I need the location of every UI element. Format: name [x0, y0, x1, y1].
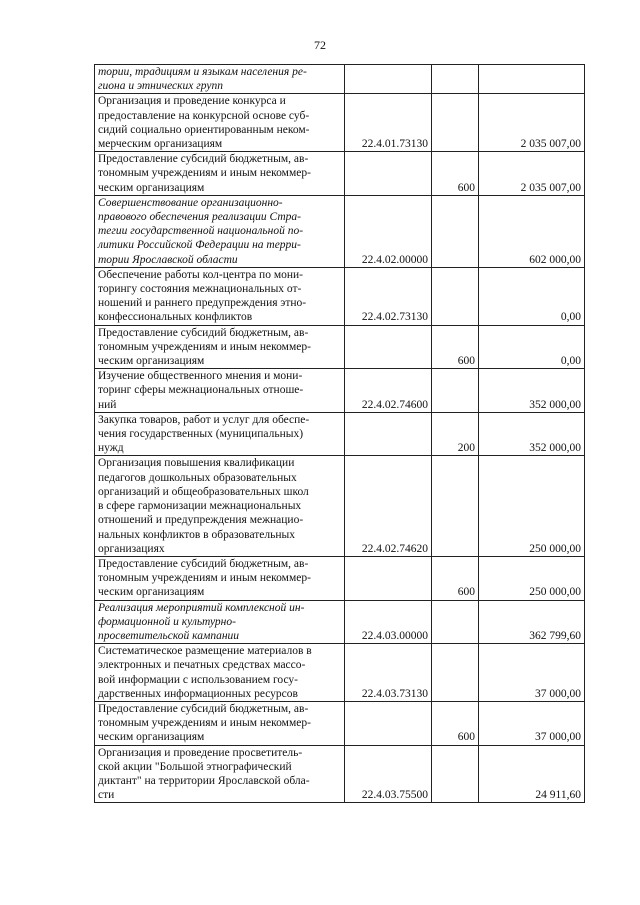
table-row — [95, 456, 585, 556]
row-name-cell: Реализация мероприятий комплексной ин- формационной и культурно- просветительской кампании — [95, 600, 345, 644]
row-name-cell: Предоставление субсидий бюджетным, ав- тономным учреждениям и иным некоммер- ческим организациям — [95, 556, 345, 600]
table-row — [95, 152, 585, 196]
row-name-cell: тории, традициям и языкам населения ре- гиона и этнических групп — [95, 65, 345, 94]
table-row — [95, 267, 585, 325]
row-name-cell: Предоставление субсидий бюджетным, ав- тономным учреждениям и иным некоммер- ческим организациям — [95, 325, 345, 369]
row-name-cell: Предоставление субсидий бюджетным, ав- тономным учреждениям и иным некоммер- ческим организациям — [95, 701, 345, 745]
row-expense-type-cell: 600 — [432, 325, 479, 369]
row-code-cell: 22.4.02.74620 — [345, 456, 432, 556]
row-code-cell — [345, 65, 432, 94]
row-code-cell: 22.4.01.73130 — [345, 94, 432, 152]
table-row — [95, 94, 585, 152]
row-code-cell — [345, 412, 432, 456]
row-amount-cell: 2 035 007,00 — [479, 152, 585, 196]
row-name-cell: Закупка товаров, работ и услуг для обеспе- чения государственных (муниципальных) нужд — [95, 412, 345, 456]
row-code-cell — [345, 152, 432, 196]
row-name-cell: Изучение общественного мнения и мони- торинг сферы межнациональных отноше- ний — [95, 369, 345, 413]
row-expense-type-cell — [432, 456, 479, 556]
row-expense-type-cell — [432, 600, 479, 644]
row-expense-type-cell — [432, 65, 479, 94]
row-expense-type-cell — [432, 94, 479, 152]
row-amount-cell: 0,00 — [479, 325, 585, 369]
row-amount-cell: 250 000,00 — [479, 556, 585, 600]
table-row — [95, 556, 585, 600]
budget-table-body — [95, 65, 585, 803]
row-name-cell: Совершенствование организационно- правового обеспечения реализации Стра- тегии государственной национальной по- литики Российской Федерации на терри- тории Ярославской области — [95, 195, 345, 267]
row-amount-cell: 37 000,00 — [479, 644, 585, 702]
row-expense-type-cell — [432, 644, 479, 702]
row-expense-type-cell — [432, 745, 479, 803]
table-row — [95, 644, 585, 702]
row-amount-cell: 2 035 007,00 — [479, 94, 585, 152]
row-name-cell: Предоставление субсидий бюджетным, ав- тономным учреждениям и иным некоммер- ческим организациям — [95, 152, 345, 196]
row-code-cell: 22.4.03.00000 — [345, 600, 432, 644]
row-amount-cell: 352 000,00 — [479, 369, 585, 413]
row-name-cell: Организация повышения квалификации педагогов дошкольных образовательных организаций и общеобразовательных школ в сфере гармонизации межнациональных отношений и предупреждения межнацио- нальных конфликтов в образовательных организациях — [95, 456, 345, 556]
row-amount-cell: 352 000,00 — [479, 412, 585, 456]
row-code-cell — [345, 701, 432, 745]
table-row — [95, 369, 585, 413]
row-code-cell: 22.4.03.73130 — [345, 644, 432, 702]
row-amount-cell: 250 000,00 — [479, 456, 585, 556]
row-amount-cell: 602 000,00 — [479, 195, 585, 267]
row-code-cell: 22.4.02.00000 — [345, 195, 432, 267]
table-row — [95, 745, 585, 803]
row-expense-type-cell: 600 — [432, 556, 479, 600]
row-name-cell: Систематическое размещение материалов в электронных и печатных средствах массо- вой информации с использованием госу- дарственных информационных ресурсов — [95, 644, 345, 702]
row-code-cell: 22.4.02.73130 — [345, 267, 432, 325]
row-code-cell — [345, 325, 432, 369]
row-amount-cell — [479, 65, 585, 94]
row-amount-cell: 0,00 — [479, 267, 585, 325]
row-amount-cell: 362 799,60 — [479, 600, 585, 644]
row-expense-type-cell: 200 — [432, 412, 479, 456]
row-expense-type-cell — [432, 195, 479, 267]
budget-table — [94, 64, 585, 803]
row-amount-cell: 37 000,00 — [479, 701, 585, 745]
row-code-cell — [345, 556, 432, 600]
table-row — [95, 195, 585, 267]
table-row — [95, 65, 585, 94]
row-name-cell: Обеспечение работы кол-центра по мони- торингу состояния межнациональных от- ношений и раннего предупреждения этно- конфессиональных конфликтов — [95, 267, 345, 325]
row-code-cell: 22.4.02.74600 — [345, 369, 432, 413]
row-expense-type-cell — [432, 267, 479, 325]
row-name-cell: Организация и проведение конкурса и предоставление на конкурсной основе суб- сидий социально ориентированным неком- мерческим организациям — [95, 94, 345, 152]
table-row — [95, 325, 585, 369]
row-expense-type-cell: 600 — [432, 152, 479, 196]
row-name-cell: Организация и проведение просветитель- ской акции "Большой этнографический диктант" на территории Ярославской обла- сти — [95, 745, 345, 803]
row-amount-cell: 24 911,60 — [479, 745, 585, 803]
table-row — [95, 412, 585, 456]
page-number: 72 — [314, 38, 326, 52]
table-row — [95, 600, 585, 644]
row-expense-type-cell — [432, 369, 479, 413]
table-row — [95, 701, 585, 745]
row-code-cell: 22.4.03.75500 — [345, 745, 432, 803]
row-expense-type-cell: 600 — [432, 701, 479, 745]
